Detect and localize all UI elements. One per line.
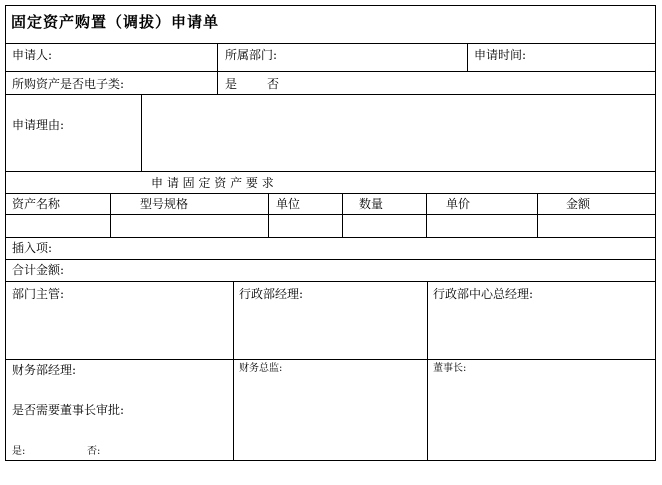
column-model-spec: 型号规格 [140, 197, 189, 211]
electronic-no-option[interactable]: 否 [267, 77, 280, 91]
chairman-no-option[interactable]: 否: [87, 446, 101, 457]
rule-below-electronic [5, 94, 656, 95]
rule-below-columns [5, 214, 656, 215]
column-quantity: 数量 [359, 197, 384, 211]
rule-bottom [5, 460, 656, 461]
column-unit-price: 单价 [446, 197, 471, 211]
divider-reason [141, 94, 142, 171]
requisition-form [5, 5, 656, 460]
rule-below-title [5, 43, 656, 44]
rule-mid-approval [5, 359, 656, 360]
dept-head-label: 部门主管: [12, 287, 65, 301]
need-chairman-label: 是否需要董事长审批: [12, 403, 125, 417]
rule-below-total [5, 281, 656, 282]
divider-col-3 [342, 193, 343, 237]
divider-col-5 [537, 193, 538, 237]
admin-manager-label: 行政部经理: [239, 287, 304, 301]
divider-electronic [217, 71, 218, 94]
electronic-yes-option[interactable]: 是 [225, 77, 238, 91]
reason-field[interactable] [143, 96, 653, 169]
divider-approval-2 [427, 281, 428, 460]
form-title: 固定资产购置（调拔）申请单 [11, 13, 220, 31]
rule-below-insert [5, 259, 656, 260]
rule-below-empty-row [5, 237, 656, 238]
column-asset-name: 资产名称 [12, 197, 61, 211]
total-label: 合计金额: [12, 263, 65, 277]
divider-col-4 [426, 193, 427, 237]
finance-manager-label: 财务部经理: [12, 363, 77, 377]
rule-below-req-header [5, 193, 656, 194]
finance-director-label: 财务总监: [239, 363, 283, 374]
divider-col-2 [268, 193, 269, 237]
apply-time-label: 申请时间: [474, 48, 527, 62]
divider-applicant-dept [217, 43, 218, 71]
rule-below-applicant [5, 71, 656, 72]
column-amount: 金额 [566, 197, 591, 211]
is-electronic-label: 所购资产是否电子类: [12, 77, 125, 91]
department-label: 所属部门: [225, 48, 278, 62]
reason-label: 申请理由: [12, 118, 65, 132]
chairman-label: 董事长: [433, 363, 467, 374]
rule-right [655, 5, 656, 460]
insert-label: 插入项: [12, 241, 53, 255]
divider-dept-time [467, 43, 468, 71]
rule-below-reason [5, 171, 656, 172]
admin-center-gm-label: 行政部中心总经理: [433, 287, 534, 301]
rule-top [5, 5, 656, 6]
rule-left [5, 5, 6, 460]
chairman-yes-option[interactable]: 是: [12, 446, 26, 457]
divider-approval-1 [233, 281, 234, 460]
requirements-header: 申 请 固 定 资 产 要 求 [151, 176, 274, 190]
applicant-label: 申请人: [12, 48, 53, 62]
column-unit: 单位 [276, 197, 301, 211]
divider-col-1 [110, 193, 111, 237]
